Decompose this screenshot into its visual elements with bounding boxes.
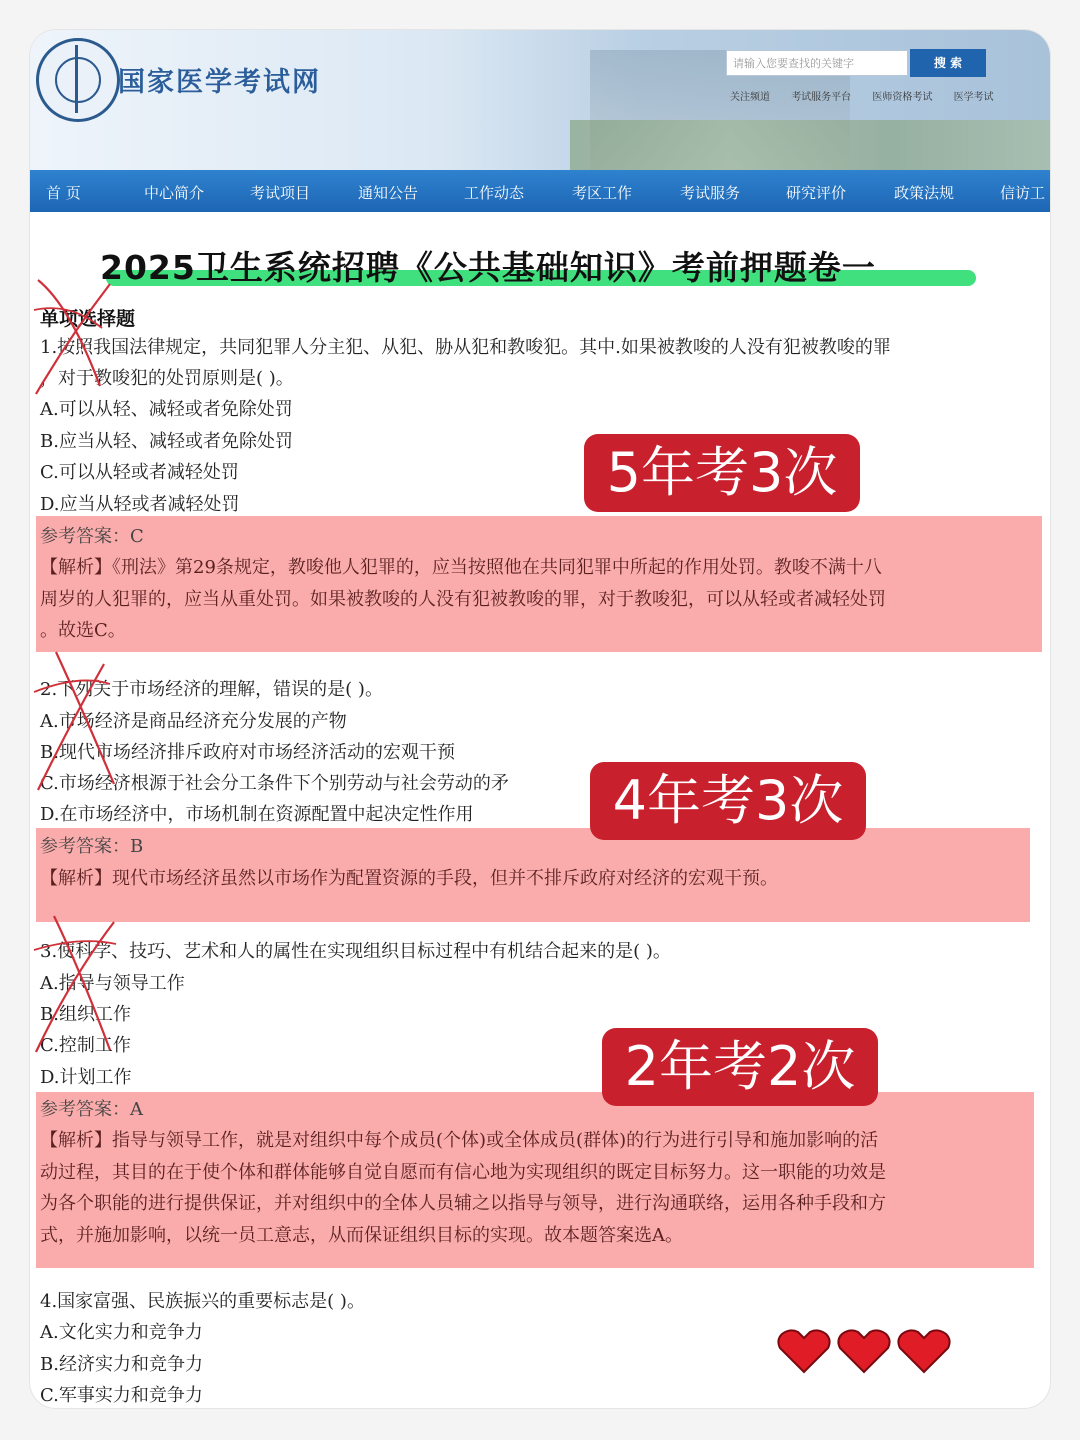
document-title: 2025卫生系统招聘《公共基础知识》考前押题卷一 <box>100 248 876 287</box>
nav-item-regions[interactable]: 考区工作 <box>572 184 633 202</box>
section-heading: 单项选择题 <box>40 308 136 330</box>
frequency-badge: 4年考3次 <box>590 762 866 840</box>
question-text: 1.按照我国法律规定，共同犯罪人分主犯、从犯、胁从犯和教唆犯。其中.如果被教唆的人没有犯被教唆的罪 <box>40 337 891 358</box>
red-heart-icon <box>898 1330 949 1372</box>
answer-text: 参考答案：A <box>40 1099 143 1120</box>
question-text: 2.下列关于市场经济的理解，错误的是( )。 <box>40 679 383 700</box>
search-button[interactable]: 搜 索 <box>910 49 986 77</box>
hearts-decoration <box>774 1326 954 1376</box>
option: D.计划工作 <box>40 1067 132 1088</box>
explanation-text: 式，并施加影响，以统一员工意志，从而保证组织目标的实现。故本题答案选A。 <box>40 1225 683 1246</box>
explanation-text: 周岁的人犯罪的，应当从重处罚。如果被教唆的人没有犯被教唆的罪，对于教唆犯，可以从轻或者减轻处罚 <box>40 589 886 610</box>
option: B.经济实力和竞争力 <box>40 1354 203 1375</box>
frequency-badge: 2年考2次 <box>602 1028 878 1106</box>
option: A.市场经济是商品经济充分发展的产物 <box>40 711 347 732</box>
red-x-mark-icon <box>30 266 126 396</box>
nav-item-notices[interactable]: 通知公告 <box>358 184 419 202</box>
site-header <box>30 30 1050 170</box>
nav-item-research[interactable]: 研究评价 <box>786 184 847 202</box>
site-title[interactable]: 国家医学考试网 <box>118 67 321 98</box>
option: A.文化实力和竞争力 <box>40 1322 203 1343</box>
nav-item-home[interactable]: 首 页 <box>46 184 81 202</box>
answer-text: 参考答案：B <box>40 836 144 857</box>
question-text: 4.国家富强、民族振兴的重要标志是( )。 <box>40 1291 365 1312</box>
option: D.应当从轻或者减轻处罚 <box>40 494 240 515</box>
explanation-text: 【解析】《刑法》第29条规定，教唆他人犯罪的，应当按照他在共同犯罪中所起的作用处罚。教唆不满十八 <box>40 557 882 578</box>
option: B.应当从轻、减轻或者免除处罚 <box>40 431 293 452</box>
option: C.市场经济根源于社会分工条件下个别劳动与社会劳动的矛 <box>40 773 509 794</box>
explanation-text: 动过程，其目的在于使个体和群体能够自觉自愿而有信心地为实现组织的既定目标努力。这一职能的功效是 <box>40 1162 886 1183</box>
option: A.可以从轻、减轻或者免除处罚 <box>40 399 293 420</box>
header-trees-photo <box>570 120 1050 170</box>
quick-links <box>730 88 1012 103</box>
option: C.控制工作 <box>40 1035 131 1056</box>
explanation-text: 为各个职能的进行提供保证，并对组织中的全体人员辅之以指导与领导，进行沟通联络，运用各种手段和方 <box>40 1193 886 1214</box>
answer-text: 参考答案：C <box>40 526 144 547</box>
quick-link[interactable]: 关注频道 <box>730 92 770 103</box>
question-text: ，对于教唆犯的处罚原则是( )。 <box>40 368 294 389</box>
explanation-text: 。故选C。 <box>40 620 126 641</box>
nav-item-policy[interactable]: 政策法规 <box>894 184 955 202</box>
option: A.指导与领导工作 <box>40 973 185 994</box>
nav-item-services[interactable]: 考试服务 <box>680 184 741 202</box>
nav-item-petition[interactable]: 信访工 <box>1000 184 1046 202</box>
nav-item-exams[interactable]: 考试项目 <box>250 184 311 202</box>
search-input[interactable]: 请输入您要查找的关键字 <box>726 50 908 76</box>
nav-item-about[interactable]: 中心简介 <box>144 184 205 202</box>
frequency-badge: 5年考3次 <box>584 434 860 512</box>
quick-link[interactable]: 考试服务平台 <box>791 92 852 103</box>
option: C.军事实力和竞争力 <box>40 1385 203 1406</box>
logo-seal-icon[interactable] <box>36 38 120 122</box>
option: D.在市场经济中，市场机制在资源配置中起决定性作用 <box>40 804 474 825</box>
quick-link[interactable]: 医学考试 <box>953 92 994 103</box>
explanation-text: 【解析】指导与领导工作，就是对组织中每个成员(个体)或全体成员(群体)的行为进行引导和施加影响的活 <box>40 1130 879 1151</box>
explanation-text: 【解析】现代市场经济虽然以市场作为配置资源的手段，但并不排斥政府对经济的宏观干预。 <box>40 868 778 889</box>
question-text: 3.使科学、技巧、艺术和人的属性在实现组织目标过程中有机结合起来的是( )。 <box>40 941 671 962</box>
quick-link[interactable]: 医师资格考试 <box>872 92 933 103</box>
nav-item-news[interactable]: 工作动态 <box>464 184 525 202</box>
option: C.可以从轻或者减轻处罚 <box>40 462 239 483</box>
red-heart-icon <box>778 1330 829 1372</box>
main-nav <box>30 170 1050 212</box>
red-x-mark-icon <box>30 644 130 794</box>
red-x-mark-icon <box>30 910 130 1060</box>
option: B.组织工作 <box>40 1004 131 1025</box>
option: B.现代市场经济排斥政府对市场经济活动的宏观干预 <box>40 742 455 763</box>
screenshot-frame <box>30 30 1050 1408</box>
red-heart-icon <box>838 1330 889 1372</box>
